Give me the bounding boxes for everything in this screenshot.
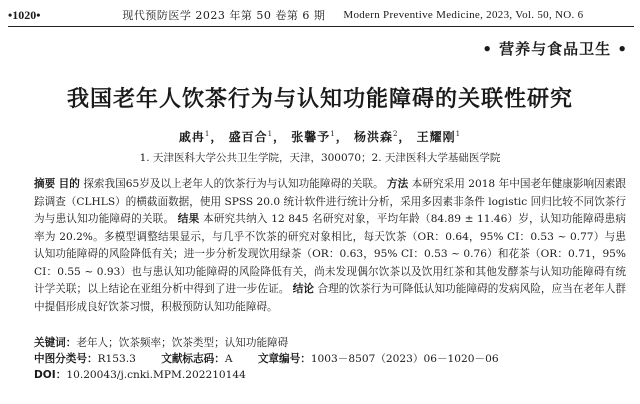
results-label: 结果 [177, 213, 200, 225]
author: 戚冉$^1$ [178, 130, 211, 144]
author: 王耀刚$^1$ [416, 130, 462, 144]
page-number: •1020• [8, 7, 41, 22]
clc-label: 中图分类号： [34, 353, 98, 365]
classification-row [34, 351, 626, 367]
results-text: 本研究共纳入 12 845 名研究对象，平均年龄（84.89 ± 11.46）岁，认知功能障碍患病率为 20.2%。多模型调整结果显示，与几乎不饮茶的研究对象相比，每天饮茶（OR：0.64，95% CI：0.53 ~ 0.77）与患认知功能障碍的风险降低有关；进一步分析发现饮用绿茶（OR：0.63，95% CI：0.53 ~ 0.76）和花茶（OR：0.71，95% CI：0.55 ~ 0.93）也与患认知功能障碍的风险降低有关，尚未发现偶尔饮茶以及饮用红茶和其他发酵茶与认知功能障碍有统计学关联；以上结论在亚组分析中得到了进一步佐证。 [34, 213, 626, 295]
methods-label: 方法 [387, 178, 409, 190]
article-metadata [34, 335, 626, 383]
author: 盛百合$^1$ [228, 130, 274, 144]
clc-value: R153.3 [97, 353, 136, 365]
doi-value: 10.20043/j.cnki.MPM.202210144 [66, 369, 246, 381]
conclusion-text: 合理的饮茶行为可降低认知功能障碍的发病风险，应当在老年人群中提倡形成良好饮茶习惯，积极预防认知功能障碍。 [34, 283, 626, 313]
section-tag: • 营养与食品卫生 • [482, 40, 628, 58]
keywords-label: 关键词： [34, 337, 77, 349]
author: 杨洪森$^2$ [353, 130, 399, 144]
conclusion-label: 结论 [292, 283, 315, 295]
abstract [34, 176, 626, 316]
article-number-value: 1003－8507（2023）06－1020－06 [310, 353, 499, 365]
author-list: 戚冉$^1$， 盛百合$^1$， 张馨予$^1$， 杨洪森$^2$， 王耀刚$^1$ [178, 130, 462, 144]
article-number-label: 文章编号： [257, 353, 311, 365]
objective-label: 目的 [58, 178, 80, 190]
doi-label: DOI： [34, 369, 67, 381]
affiliations: 1. 天津医科大学公共卫生学院，天津，300070；2. 天津医科大学基础医学院 [139, 152, 501, 164]
journal-name-cn: 现代预防医学 2023 年第 50 卷第 6 期 [122, 9, 326, 22]
abstract-label: 摘要 [34, 178, 56, 190]
objective-text: 探索我国65岁及以上老年人的饮茶行为与认知功能障碍的关联。 [83, 178, 384, 190]
author: 张馨予$^1$ [291, 130, 336, 144]
keywords: 老年人；饮茶频率；饮茶类型；认知功能障碍 [76, 337, 289, 349]
paper-title: 我国老年人饮茶行为与认知功能障碍的关联性研究 [66, 86, 573, 112]
journal-name-en: Modern Preventive Medicine, 2023, Vol. 50, NO. 6 [343, 9, 584, 21]
doi-row [34, 367, 626, 383]
doc-code-value: A [224, 353, 233, 365]
running-header [8, 4, 634, 27]
doc-code-label: 文献标志码： [161, 353, 225, 365]
methods-text: 本研究采用 2018 年中国老年健康影响因素跟踪调查（CLHLS）的横截面数据，使用 SPSS 20.0 统计软件进行统计分析，采用多因素非条件 logistic 回归比较不同饮茶行为与患认知功能障碍的关联。 [34, 178, 627, 225]
keywords-row [34, 335, 626, 351]
